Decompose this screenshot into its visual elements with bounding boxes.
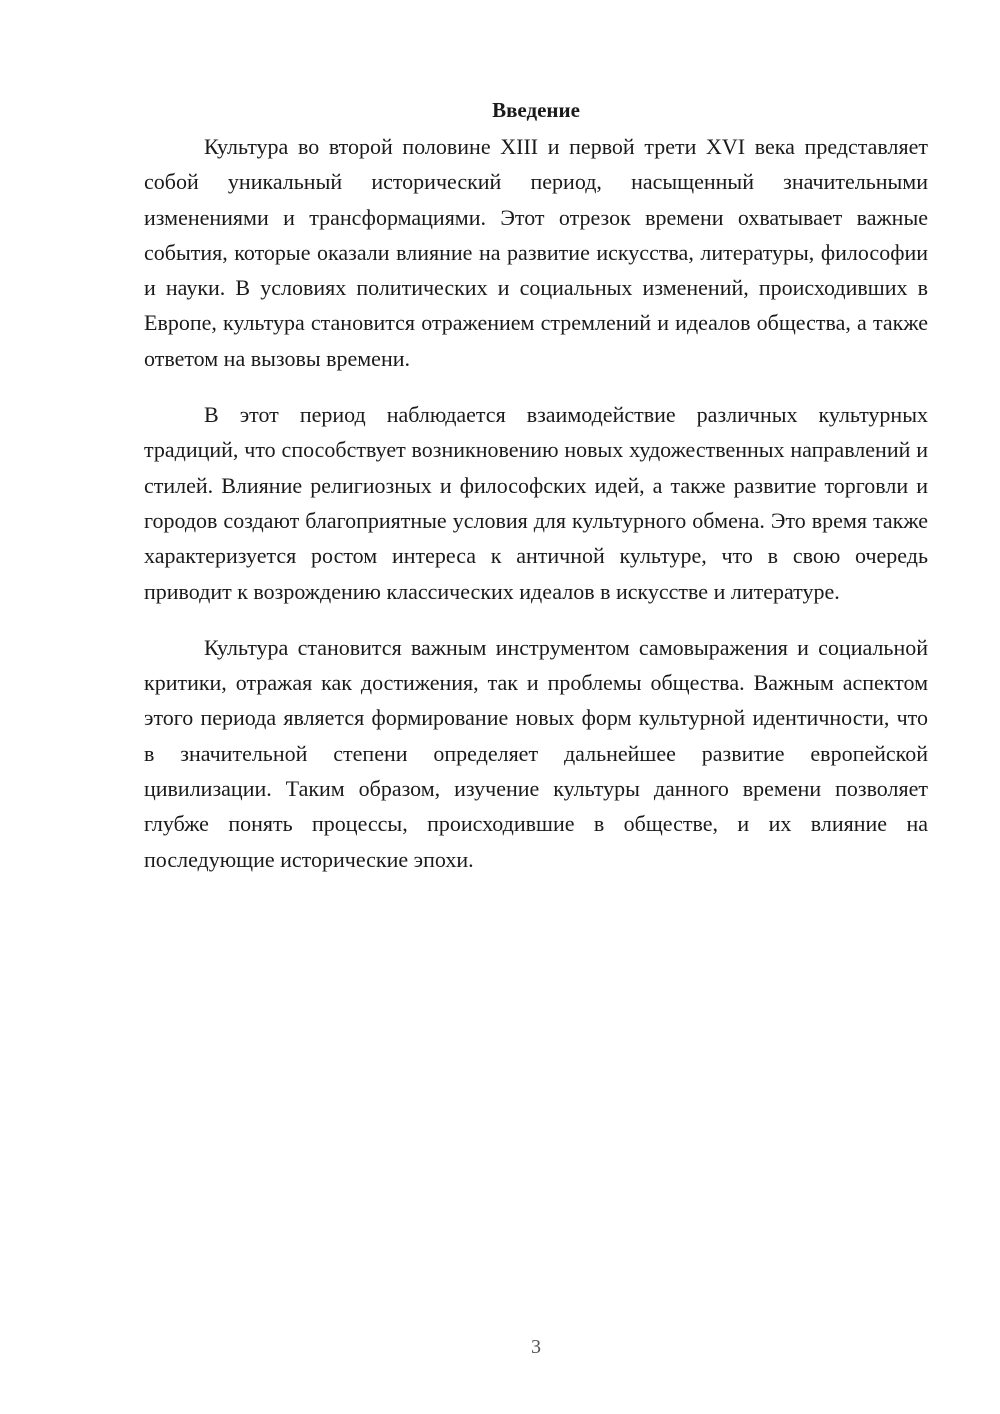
paragraph-2: В этот период наблюдается взаимодействие различных культурных традиций, что способствует возникновению новых художественных направлений и стилей. Влияние религиозных и философских идей, а также развитие торговли и городов создают благоприятные условия для культурного обмена. Это время также характеризуется ростом интереса к античной культуре, что в свою очередь приводит к возрождению классических идеалов в искусстве и литературе. [144, 402, 928, 604]
page-body [144, 93, 928, 877]
paragraph-1: Культура во второй половине XIII и первой трети XVI века представляет собой уникальный исторический период, насыщенный значительными изменениями и трансформациями. Этот отрезок времени охватывает важные события, которые оказали влияние на развитие искусства, литературы, философии и науки. В условиях политических и социальных изменений, происходивших в Европе, культура становится отражением стремлений и идеалов общества, а также ответом на вызовы времени. [144, 134, 928, 371]
section-heading: Введение [492, 98, 580, 122]
paragraph-3: Культура становится важным инструментом самовыражения и социальной критики, отражая как достижения, так и проблемы общества. Важным аспектом этого периода является формирование новых форм культурной идентичности, что в значительной степени определяет дальнейшее развитие европейской цивилизации. Таким образом, изучение культуры данного времени позволяет глубже понять процессы, происходившие в обществе, и их влияние на последующие исторические эпохи. [144, 634, 928, 872]
page-number: 3 [531, 1336, 541, 1358]
